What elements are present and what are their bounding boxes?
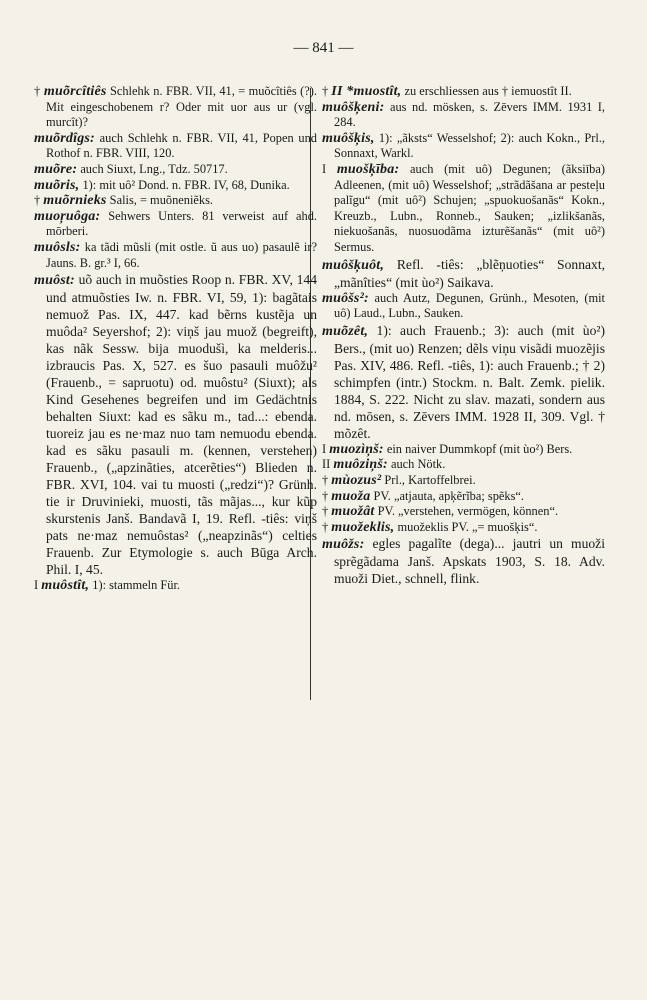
entry-headword: muõrdîgs: [34,130,95,146]
entry-mark: I [322,441,330,456]
dictionary-entry [34,271,317,578]
dictionary-entry [34,240,317,271]
dictionary-entry [322,520,605,536]
entry-mark: † [322,504,332,519]
entry-headword: muôžs: [322,537,365,553]
entry-text: Sehwers Unters. 81 verweist auf ahd. mōrberi. [46,208,317,239]
entry-text: 1): auch Frauenb.; 3): auch (mit ùo²) Bers., (mit uo) Renzen; dẽls viņu visãdi muozẽjis Pas. XIV, 486. Refl. -tiês, 1): auch Frauenb.; † 2) schimpfen (intr.) Stockm. n. Balt. Zemk. pielik. 1884, S. 222. Nicht zu slav. mazati, sondern aus nd. mōsen, s. Zēvers IMM. 1928 II, 309. Vgl. † mõzêt. [334,322,606,441]
entry-headword: muôšķeni: [322,99,385,115]
entry-text: muožeklis PV. „= muošķis“. [397,519,538,534]
left-column [34,84,317,594]
entry-headword: muožeklis, [331,519,395,535]
entry-text: Salis, = muõneniẽks. [109,193,214,208]
entry-mark: † [34,193,44,208]
entry-headword: muõrcîtiês [43,84,107,99]
dictionary-entry [322,442,605,458]
entry-headword: mùozus² [331,472,382,488]
entry-headword: muošķība: [336,161,400,177]
entry-mark: I [34,578,42,593]
entry-mark: † [322,519,332,534]
entry-text: auch Schlehk n. FBR. VII, 41, Popen und Rothof n. FBR. VIII, 120. [46,130,317,161]
entry-mark: † [322,472,332,487]
dictionary-entry [322,535,605,587]
entry-text: PV. „verstehen, vermögen, können“. [377,504,559,519]
entry-headword: muôšķis, [322,130,375,146]
page-number: — 841 — [293,40,354,56]
entry-text: ein naiver Dummkopf (mit ùo²) Bers. [386,441,573,456]
dictionary-entry [322,162,605,256]
entry-text: Prl., Kartoffelbrei. [384,472,476,487]
entry-mark: † [322,488,332,503]
entry-text: zu erschliessen aus † iemuostît II. [404,84,572,98]
dictionary-entry [322,322,605,442]
dictionary-entry [322,84,605,100]
entry-headword: muõris, [34,177,80,193]
dictionary-entry [34,178,317,194]
dictionary-entry [322,291,605,322]
entry-headword: muôst: [34,273,75,289]
entry-text: 1): „ãksts“ Wesselshof; 2): auch Kokn., Prl., Sonnaxt, Warkl. [334,130,605,161]
right-column [322,84,605,587]
entry-headword: muoŗuôga: [34,208,101,224]
entry-mark: I [322,161,337,176]
entry-headword: muôsls: [34,239,81,255]
entry-text: auch Autz, Degunen, Grünh., Mesoten, (mit uô) Laud., Lubn., Sauken. [334,290,605,321]
entry-mark: II [322,457,334,472]
dictionary-entry [322,504,605,520]
entry-headword: muoža [331,488,371,504]
entry-text: aus nd. mösken, s. Zēvers IMM. 1931 I, 284. [334,99,605,130]
entry-headword: muožât [331,504,375,520]
dictionary-entry [322,131,605,162]
entry-headword: muõrnieks [43,193,107,209]
entry-mark: † [34,84,44,98]
entry-headword: muozìņš: [329,441,384,457]
dictionary-entry [322,100,605,131]
dictionary-entry [34,84,317,131]
dictionary-entry [322,473,605,489]
entry-text: auch (mit uô) Degunen; (ãksiība) Adleenen, (mit uô) Wesselshof; „strãdãšana ar pesteļu palĩgu“ (mit uô²) Schujen; „spuokuošanãs“ Kokn., Kreuzb., Lubn., Ronneb., Sauken; „izlikšanãs, niekuošanãs, nuosuodãma izturẽšanãs“ (mit uô²) Sermus. [334,161,605,254]
entry-headword: muõzêt, [322,323,369,339]
dictionary-entry [322,457,605,473]
dictionary-entry [34,131,317,162]
entry-text: auch Siuxt, Lng., Tdz. 50717. [80,161,228,176]
entry-text: 1): stammeln Für. [92,578,181,593]
dictionary-entry [322,489,605,505]
entry-text: uõ auch in muõsties Roop n. FBR. XV, 144 und atmuõsties Iw. n. FBR. VI, 59, 1): bagãtais nemuož Pas. IX, 447. kad bẽrns kustẽja un muôda² Seyershof; 2): viņš jau muož (begreift), kas nãk Sessw. bija muodušì, ka melderis... izbraucis Pas. X, 527. es šuo pasauli muôžu² (Frauenb., = sapruotu) od. muôstu² (Siuxt); als Kind Gesehenes begreifen und im Gedächtnis behalten Siuxt: kad es sãku m., tad...: ebenda. tuoreiz jau es ne·maz nuo tam nemuodu ebenda. kad es sãku pasauli m. (kennen, verstehen) Frauenb., („apzinãties, atcerẽties“) Blieden n. FBR. XVI, 104. vai tu muosti („redzi“)? Grünh. tie ir Druvinieki, muosti, tãs mãjas..., kur kũp skurstenis Janš. Bandavã I, 19. Refl. -tiês: viņš pats ne·maz nemuôstas² („neapzinãs“) celties Frauenb. Zur Etymologie s. auch Būga Arch. Phil. I, 45. [46,272,317,578]
entry-text: auch Nötk. [390,457,446,472]
entry-headword: muôšs²: [322,290,369,306]
entry-text: Schlehk n. FBR. VII, 41, = muõcîtiês (?). Mit eingeschobenem r? Oder mit uor aus ur (vgl. murcît)? [46,84,317,130]
dictionary-entry [34,578,317,594]
entry-headword: II *muostît, [331,84,402,99]
entry-text: Refl. -tiês: „blẽņuoties“ Sonnaxt, „mãnîties“ (mit ùo²) Saikava. [334,256,605,290]
dictionary-entry [34,162,317,178]
entry-text: egles pagalĩte (dega)... jautri un muoži sprẽgãdama Janš. Apskats 1903, S. 18. Adv. muoži Diet., schnell, flink. [334,536,605,587]
entry-mark: † [322,84,332,98]
entry-headword: muôšķuôt, [322,257,385,273]
entry-headword: muôziņš: [333,457,388,473]
dictionary-entry [34,209,317,240]
entry-text: ka tãdi mũsli (mit ostle. ũ aus uo) pasaulẽ ir? Jauns. B. gr.³ I, 66. [46,239,317,270]
entry-text: PV. „atjauta, apķẽrĩba; spẽks“. [373,488,525,503]
entry-headword: muôstît, [41,578,90,594]
dictionary-entry [34,193,317,209]
entry-text: 1): mit uô² Dond. n. FBR. IV, 68, Dunika. [82,177,290,192]
entry-headword: muõre: [34,161,78,177]
dictionary-entry [322,256,605,291]
